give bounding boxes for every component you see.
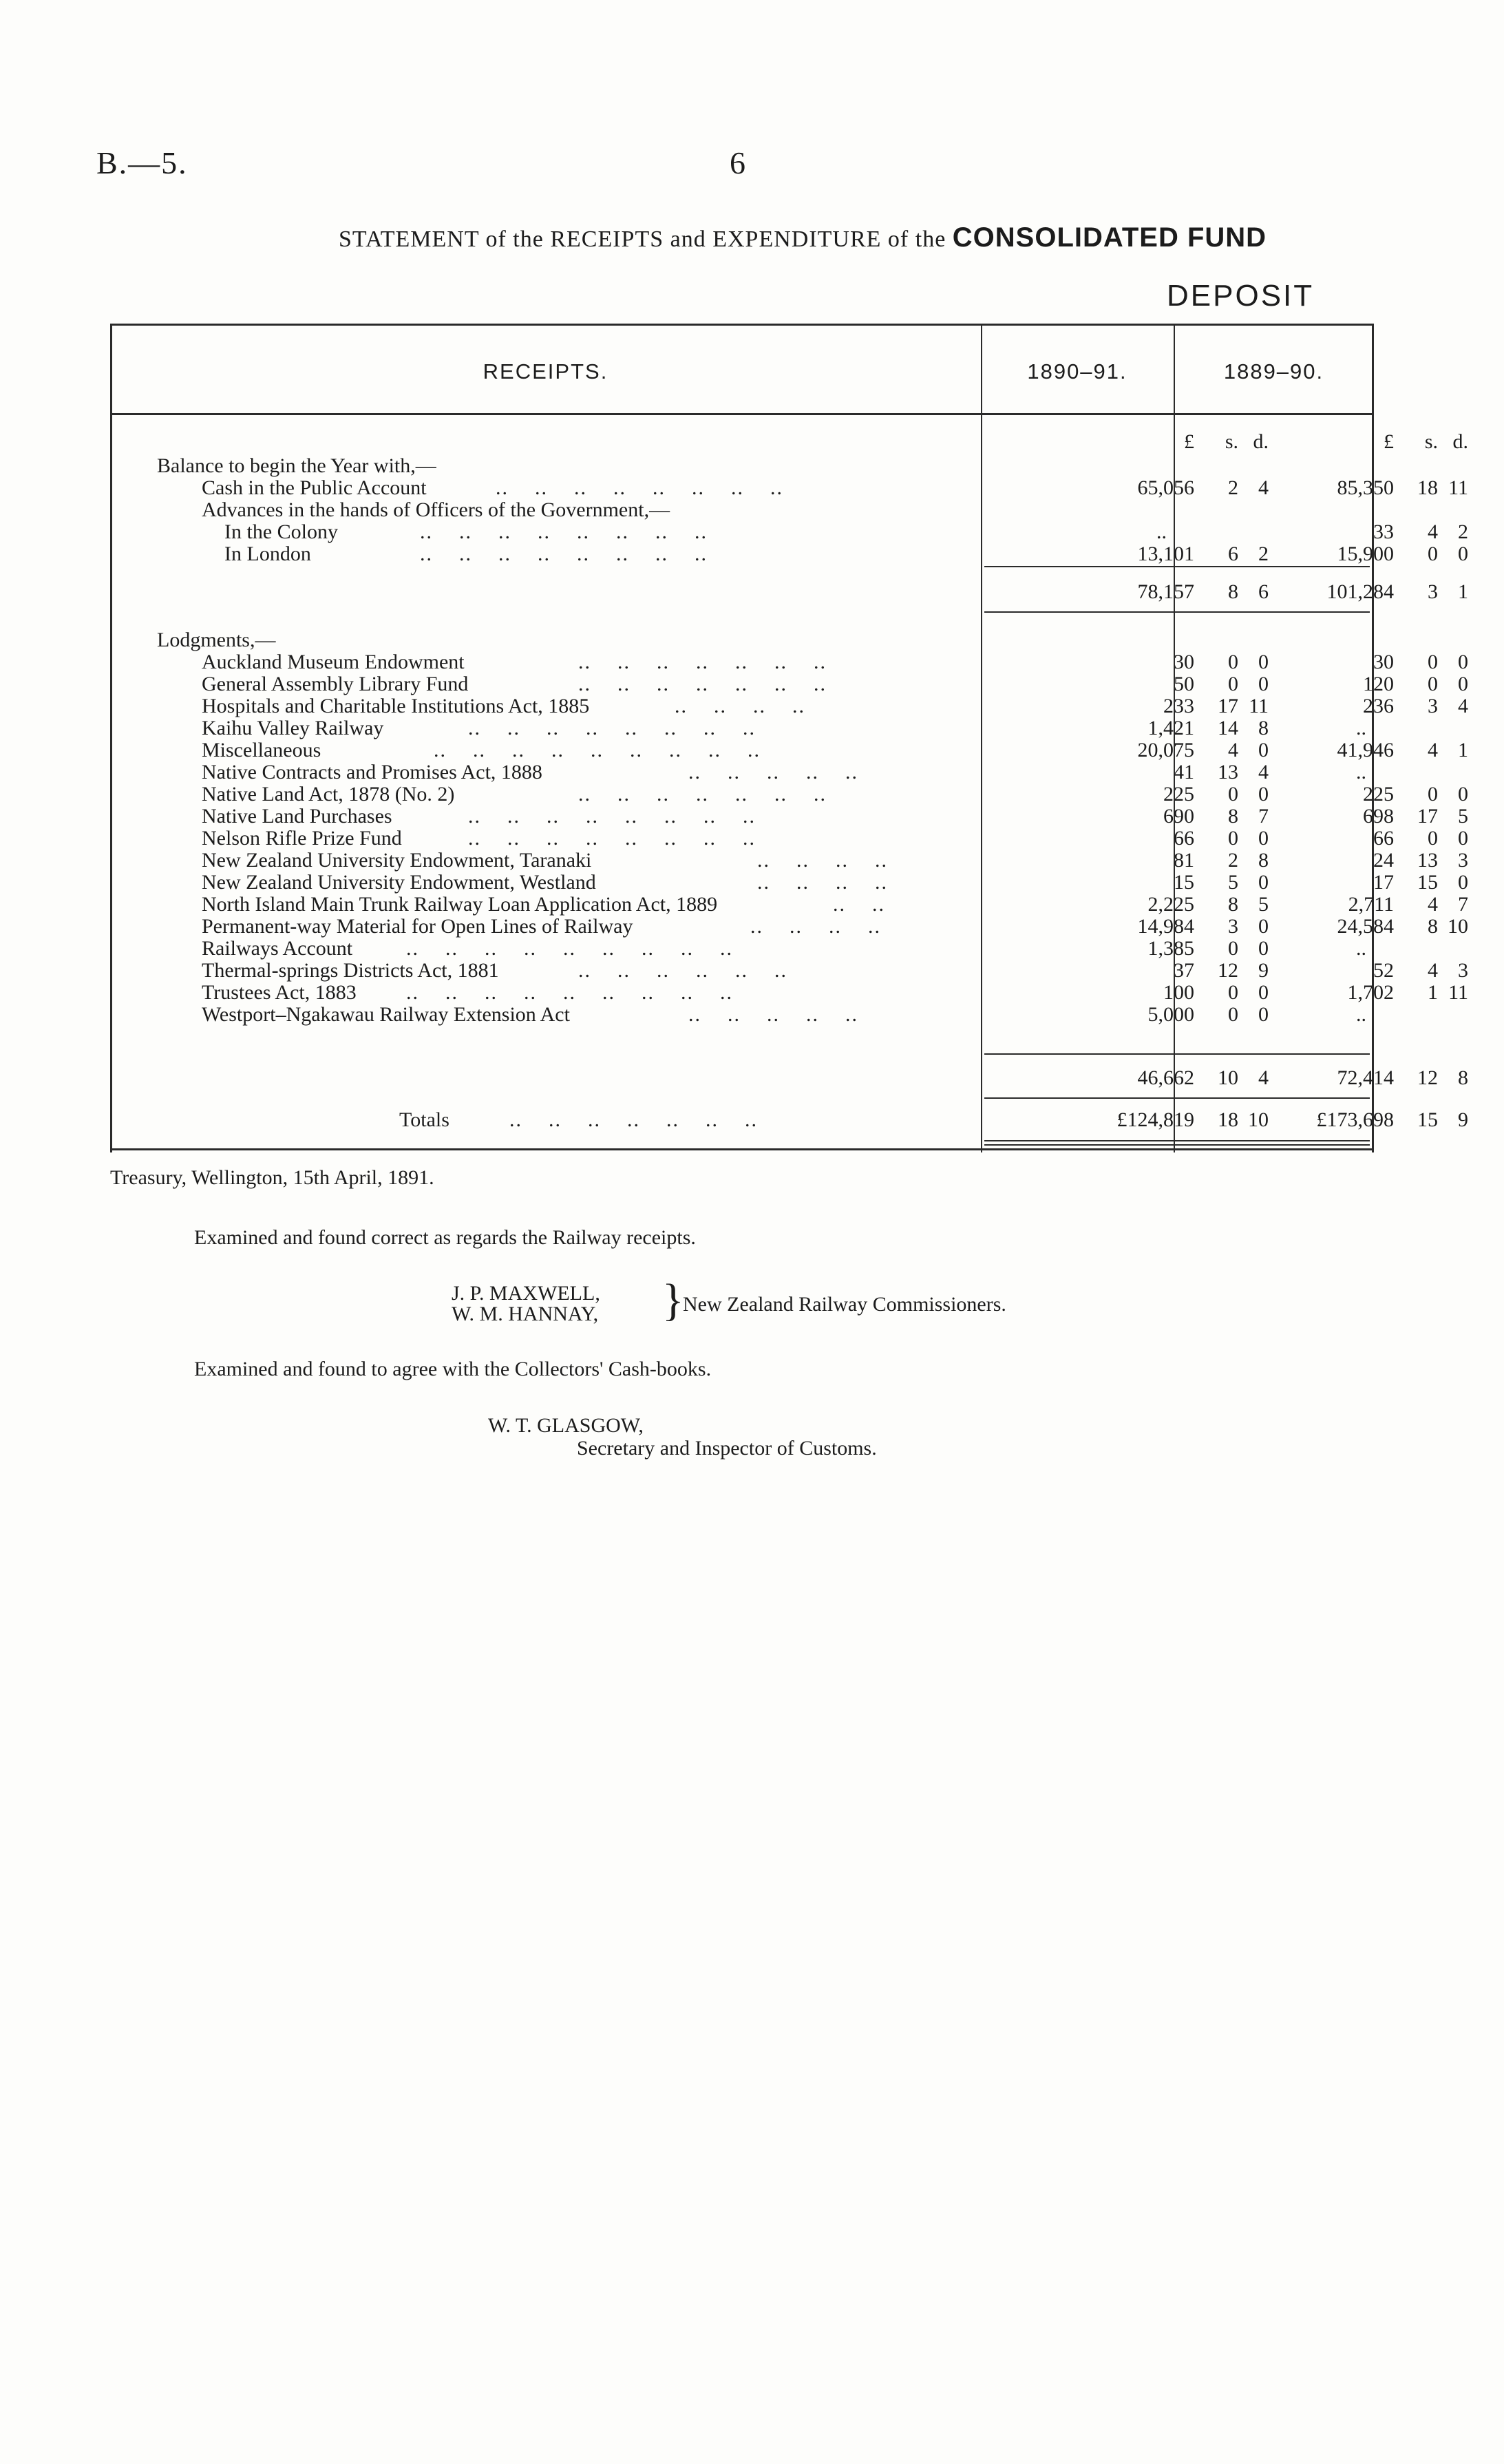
shillings: 0 — [1228, 1003, 1238, 1026]
table-row — [110, 981, 1468, 1004]
shillings: 8 — [1228, 805, 1238, 828]
row-label: New Zealand University Endowment, Taranaki — [202, 849, 592, 872]
leader-dots: .. .. .. .. — [675, 695, 805, 717]
table-row — [110, 454, 1374, 477]
pounds: £124,819 — [1116, 1108, 1194, 1131]
pence: 0 — [1258, 673, 1269, 695]
pence: 0 — [1258, 937, 1269, 960]
leader-dots: .. .. .. .. .. .. .. — [509, 1108, 758, 1131]
pounds: 101,284 — [1326, 580, 1394, 603]
pence: 4 — [1258, 761, 1269, 783]
pounds: 30 — [1174, 651, 1194, 673]
leader-dots: .. .. .. .. — [750, 915, 881, 938]
pounds: 225 — [1363, 783, 1394, 805]
pounds: 52 — [1373, 959, 1394, 982]
amount-1889-90 — [1180, 717, 1470, 739]
shillings: 3 — [1428, 695, 1438, 717]
table-row — [110, 849, 1468, 872]
amount-1889-90 — [1180, 520, 1470, 543]
shillings: 4 — [1428, 893, 1438, 916]
amount-1889-90 — [1180, 454, 1470, 477]
pounds: 100 — [1163, 981, 1194, 1004]
amount-1889-90 — [1180, 476, 1470, 499]
pounds: 698 — [1363, 805, 1394, 828]
pence: 4 — [1258, 476, 1269, 499]
leader-dots: .. .. .. .. .. .. .. .. — [496, 476, 783, 499]
leader-dots: .. .. .. .. .. .. .. — [578, 783, 827, 805]
column-header-1890-91: 1890–91. — [1027, 359, 1127, 383]
unit-d: d. — [1253, 430, 1269, 453]
column-header-1889-90: 1889–90. — [1223, 359, 1324, 383]
shillings: 0 — [1428, 783, 1438, 805]
pounds: 1,421 — [1147, 717, 1194, 739]
signatory-maxwell: J. P. MAXWELL, — [452, 1282, 600, 1305]
row-label: Cash in the Public Account — [202, 476, 427, 499]
row-label: Nelson Rifle Prize Fund — [202, 827, 402, 850]
pence: 0 — [1258, 827, 1269, 850]
unit-d: d. — [1452, 430, 1468, 453]
pounds: 24,584 — [1337, 915, 1394, 938]
pounds: 20,075 — [1137, 739, 1194, 761]
leader-dots: .. .. .. .. .. .. .. .. — [420, 520, 708, 543]
receipts-table — [110, 324, 1468, 1152]
pence: 0 — [1258, 871, 1269, 894]
amount-1889-90 — [1180, 827, 1470, 850]
pounds: 41 — [1174, 761, 1194, 783]
shillings: 15 — [1417, 1108, 1438, 1131]
pounds: 233 — [1163, 695, 1194, 717]
amount-1889-90 — [1180, 695, 1470, 717]
pence: 0 — [1458, 543, 1468, 565]
pounds: 46,662 — [1137, 1066, 1194, 1089]
table-row — [110, 871, 1468, 894]
pence: 11 — [1249, 695, 1269, 717]
table-row — [110, 543, 1468, 565]
shillings: 0 — [1228, 827, 1238, 850]
shillings: 0 — [1228, 937, 1238, 960]
subtotal-rule-lodgments — [984, 1053, 1370, 1055]
shillings: 17 — [1417, 805, 1438, 828]
amount-1889-90 — [1180, 893, 1470, 916]
pounds: 72,414 — [1337, 1066, 1394, 1089]
table-row — [110, 695, 1468, 717]
row-label: Native Contracts and Promises Act, 1888 — [202, 761, 542, 783]
units-cell — [1180, 430, 1470, 453]
nil-marker: .. — [1356, 717, 1366, 739]
pounds: 690 — [1163, 805, 1194, 828]
leader-dots: .. .. .. .. .. .. .. .. .. — [434, 739, 761, 761]
amount-1889-90 — [1180, 739, 1470, 761]
table-row — [110, 959, 1468, 982]
shillings: 4 — [1428, 739, 1438, 761]
table-header-rule — [110, 413, 1374, 415]
pence: 4 — [1458, 695, 1468, 717]
row-label: Native Land Act, 1878 (No. 2) — [202, 783, 455, 805]
amount-1889-90 — [1180, 651, 1470, 673]
pounds: 24 — [1373, 849, 1394, 872]
pence: 7 — [1458, 893, 1468, 916]
amount-1889-90 — [1180, 761, 1470, 783]
shillings: 13 — [1417, 849, 1438, 872]
signatory-hannay: W. M. HANNAY, — [452, 1303, 599, 1325]
pounds: 81 — [1174, 849, 1194, 872]
shillings: 0 — [1428, 673, 1438, 695]
pounds: 1,385 — [1147, 937, 1194, 960]
shillings: 8 — [1228, 580, 1238, 603]
row-label: General Assembly Library Fund — [202, 673, 469, 695]
pence: 8 — [1258, 717, 1269, 739]
pounds: 120 — [1363, 673, 1394, 695]
shillings: 8 — [1428, 915, 1438, 938]
shillings: 10 — [1218, 1066, 1238, 1089]
leader-dots: .. .. — [833, 893, 885, 916]
pounds: 15,900 — [1337, 543, 1394, 565]
pence: 1 — [1458, 739, 1468, 761]
pence: 11 — [1448, 476, 1468, 499]
shillings: 17 — [1218, 695, 1238, 717]
amount-1889-90 — [1180, 629, 1470, 651]
place-date: Treasury, Wellington, 15th April, 1891. — [110, 1166, 434, 1189]
amount-1889-90 — [1180, 580, 1470, 603]
unit-p: £ — [1384, 430, 1394, 453]
pence: 0 — [1458, 783, 1468, 805]
pence: 1 — [1458, 580, 1468, 603]
pence: 9 — [1458, 1108, 1468, 1131]
pounds: £173,698 — [1316, 1108, 1394, 1131]
shillings: 13 — [1218, 761, 1238, 783]
pence: 5 — [1258, 893, 1269, 916]
table-row — [110, 805, 1468, 828]
amount-1889-90 — [1180, 498, 1470, 521]
shillings: 2 — [1228, 476, 1238, 499]
pence: 4 — [1258, 1066, 1269, 1089]
row-label: Advances in the hands of Officers of the Government,— — [202, 498, 670, 521]
leader-dots: .. .. .. .. — [757, 849, 888, 872]
row-label: New Zealand University Endowment, Westland — [202, 871, 596, 894]
pence: 0 — [1458, 651, 1468, 673]
shillings: 0 — [1428, 827, 1438, 850]
leader-dots: .. .. .. .. .. .. .. .. .. — [406, 937, 733, 960]
unit-s: s. — [1225, 430, 1238, 453]
leader-dots: .. .. .. .. .. .. .. .. .. — [406, 981, 733, 1004]
signatory-role-customs: Secretary and Inspector of Customs. — [577, 1437, 877, 1460]
amount-1889-90 — [1180, 937, 1470, 960]
pence: 2 — [1458, 520, 1468, 543]
row-label: In the Colony — [224, 520, 338, 543]
pence: 10 — [1248, 1108, 1269, 1131]
subtotal-row — [110, 1066, 1468, 1089]
pounds: 41,946 — [1337, 739, 1394, 761]
pounds: 78,157 — [1137, 580, 1194, 603]
totals-double-rule-2 — [984, 1144, 1370, 1146]
row-label: Trustees Act, 1883 — [202, 981, 357, 1004]
shillings: 6 — [1228, 543, 1238, 565]
title-emphasis: CONSOLIDATED FUND — [952, 222, 1267, 253]
pounds: 33 — [1373, 520, 1394, 543]
shillings: 4 — [1428, 959, 1438, 982]
totals-double-rule-1 — [984, 1140, 1370, 1141]
examination-note-railway: Examined and found correct as regards the Railway receipts. — [194, 1226, 696, 1249]
title-prefix: STATEMENT of the RECEIPTS and EXPENDITURE of the — [339, 227, 946, 252]
table-row — [110, 651, 1468, 673]
examination-note-customs: Examined and found to agree with the Collectors' Cash-books. — [194, 1358, 712, 1380]
shillings: 0 — [1228, 651, 1238, 673]
pence: 3 — [1458, 849, 1468, 872]
subtotal-rule-balance-bottom — [984, 611, 1370, 613]
amount-1889-90 — [1180, 959, 1470, 982]
pounds: 37 — [1174, 959, 1194, 982]
nil-marker: .. — [1356, 761, 1366, 783]
pence: 3 — [1458, 959, 1468, 982]
shillings: 0 — [1228, 673, 1238, 695]
subtotal-rule-balance — [984, 566, 1370, 567]
shillings: 12 — [1417, 1066, 1438, 1089]
pence: 0 — [1458, 871, 1468, 894]
row-label: Hospitals and Charitable Institutions Act, 1885 — [202, 695, 590, 717]
table-row — [110, 717, 1374, 739]
units-row — [110, 430, 1468, 453]
leader-dots: .. .. .. .. .. .. .. .. — [468, 827, 756, 850]
pence: 2 — [1258, 543, 1269, 565]
leader-dots: .. .. .. .. .. — [688, 1003, 858, 1026]
document-reference: B.—5. — [96, 145, 188, 180]
pence: 7 — [1258, 805, 1269, 828]
table-bottom-rule — [110, 1148, 1374, 1150]
totals-row — [110, 1108, 1468, 1131]
amount-1889-90 — [1180, 871, 1470, 894]
pounds: 65,056 — [1137, 476, 1194, 499]
pounds: 2,225 — [1147, 893, 1194, 916]
amount-1889-90 — [1180, 1003, 1470, 1026]
statement-title — [339, 222, 1267, 253]
table-row — [110, 893, 1468, 916]
shillings: 18 — [1218, 1108, 1238, 1131]
pounds: 15 — [1174, 871, 1194, 894]
pence: 0 — [1258, 739, 1269, 761]
pence: 0 — [1458, 827, 1468, 850]
table-row — [110, 520, 1468, 543]
row-label: Lodgments,— — [157, 629, 276, 651]
shillings: 4 — [1428, 520, 1438, 543]
leader-dots: .. .. .. .. .. .. .. .. — [468, 805, 756, 828]
table-row — [110, 1003, 1374, 1026]
leader-dots: .. .. .. .. .. .. .. .. — [468, 717, 756, 739]
pence: 9 — [1258, 959, 1269, 982]
column-header-receipts: RECEIPTS. — [483, 359, 608, 383]
pounds: 50 — [1174, 673, 1194, 695]
pence: 10 — [1448, 915, 1468, 938]
signatory-glasgow: W. T. GLASGOW, — [488, 1414, 644, 1437]
pence: 0 — [1458, 673, 1468, 695]
row-label: Permanent-way Material for Open Lines of Railway — [202, 915, 633, 938]
pence: 8 — [1258, 849, 1269, 872]
unit-s: s. — [1424, 430, 1438, 453]
table-row — [110, 827, 1468, 850]
pounds: 14,984 — [1137, 915, 1194, 938]
amount-1889-90 — [1180, 981, 1470, 1004]
pounds: 13,101 — [1137, 543, 1194, 565]
statement-subtitle: DEPOSIT — [1167, 279, 1315, 313]
table-row — [110, 761, 1374, 783]
unit-p: £ — [1184, 430, 1194, 453]
table-row — [110, 783, 1468, 805]
leader-dots: .. .. .. .. .. .. .. .. — [420, 543, 708, 565]
amount-1889-90 — [1180, 673, 1470, 695]
pounds: 5,000 — [1147, 1003, 1194, 1026]
shillings: 0 — [1228, 783, 1238, 805]
amount-1889-90 — [1180, 783, 1470, 805]
pence: 0 — [1258, 651, 1269, 673]
table-row — [110, 476, 1468, 499]
pence: 6 — [1258, 580, 1269, 603]
table-row — [110, 937, 1374, 960]
shillings: 4 — [1228, 739, 1238, 761]
pounds: 66 — [1174, 827, 1194, 850]
shillings: 14 — [1218, 717, 1238, 739]
amount-1889-90 — [1180, 1066, 1470, 1089]
amount-1889-90 — [1180, 849, 1470, 872]
row-label: Kaihu Valley Railway — [202, 717, 384, 739]
pence: 8 — [1458, 1066, 1468, 1089]
shillings: 2 — [1228, 849, 1238, 872]
pounds: 2,711 — [1348, 893, 1394, 916]
pence: 0 — [1258, 1003, 1269, 1026]
table-row — [110, 498, 1374, 521]
table-top-rule — [110, 324, 1374, 326]
amount-1889-90 — [1180, 805, 1470, 828]
row-label: Westport–Ngakawau Railway Extension Act — [202, 1003, 570, 1026]
pounds: 30 — [1373, 651, 1394, 673]
shillings: 8 — [1228, 893, 1238, 916]
shillings: 5 — [1228, 871, 1238, 894]
pence: 5 — [1458, 805, 1468, 828]
shillings: 3 — [1428, 580, 1438, 603]
pence: 0 — [1258, 783, 1269, 805]
shillings: 0 — [1428, 651, 1438, 673]
pounds: 225 — [1163, 783, 1194, 805]
shillings: 15 — [1417, 871, 1438, 894]
table-row — [110, 673, 1468, 695]
shillings: 0 — [1428, 543, 1438, 565]
leader-dots: .. .. .. .. .. .. .. — [578, 651, 827, 673]
leader-dots: .. .. .. .. .. — [688, 761, 858, 783]
pounds: 17 — [1373, 871, 1394, 894]
table-row — [110, 629, 1374, 651]
subtotal-row — [110, 580, 1468, 603]
signatory-brace: } — [662, 1275, 684, 1325]
subtotal-rule-lodgments-bottom — [984, 1097, 1370, 1099]
table-row — [110, 739, 1468, 761]
row-label: In London — [224, 543, 311, 565]
leader-dots: .. .. .. .. — [757, 871, 888, 894]
row-label: North Island Main Trunk Railway Loan Application Act, 1889 — [202, 893, 718, 916]
row-label: Balance to begin the Year with,— — [157, 454, 436, 477]
pounds: 66 — [1373, 827, 1394, 850]
shillings: 12 — [1218, 959, 1238, 982]
row-label: Totals — [399, 1108, 449, 1131]
nil-marker: .. — [1356, 937, 1366, 960]
row-label: Thermal-springs Districts Act, 1881 — [202, 959, 499, 982]
table-row — [110, 915, 1468, 938]
row-label: Auckland Museum Endowment — [202, 651, 465, 673]
leader-dots: .. .. .. .. .. .. .. — [578, 673, 827, 695]
page-number: 6 — [730, 145, 745, 180]
shillings: 3 — [1228, 915, 1238, 938]
shillings: 18 — [1417, 476, 1438, 499]
row-label: Miscellaneous — [202, 739, 321, 761]
shillings: 1 — [1428, 981, 1438, 1004]
pence: 0 — [1258, 981, 1269, 1004]
signatory-role-railway: New Zealand Railway Commissioners. — [683, 1293, 1006, 1316]
amount-1889-90 — [1180, 1108, 1470, 1131]
pence: 11 — [1448, 981, 1468, 1004]
amount-1889-90 — [1180, 915, 1470, 938]
nil-marker: .. — [1156, 520, 1167, 543]
row-label: Native Land Purchases — [202, 805, 392, 828]
shillings: 0 — [1228, 981, 1238, 1004]
pounds: 236 — [1363, 695, 1394, 717]
pounds: 85,350 — [1337, 476, 1394, 499]
amount-1889-90 — [1180, 543, 1470, 565]
pence: 0 — [1258, 915, 1269, 938]
row-label: Railways Account — [202, 937, 353, 960]
nil-marker: .. — [1356, 1003, 1366, 1026]
leader-dots: .. .. .. .. .. .. — [578, 959, 787, 982]
pounds: 1,702 — [1347, 981, 1394, 1004]
